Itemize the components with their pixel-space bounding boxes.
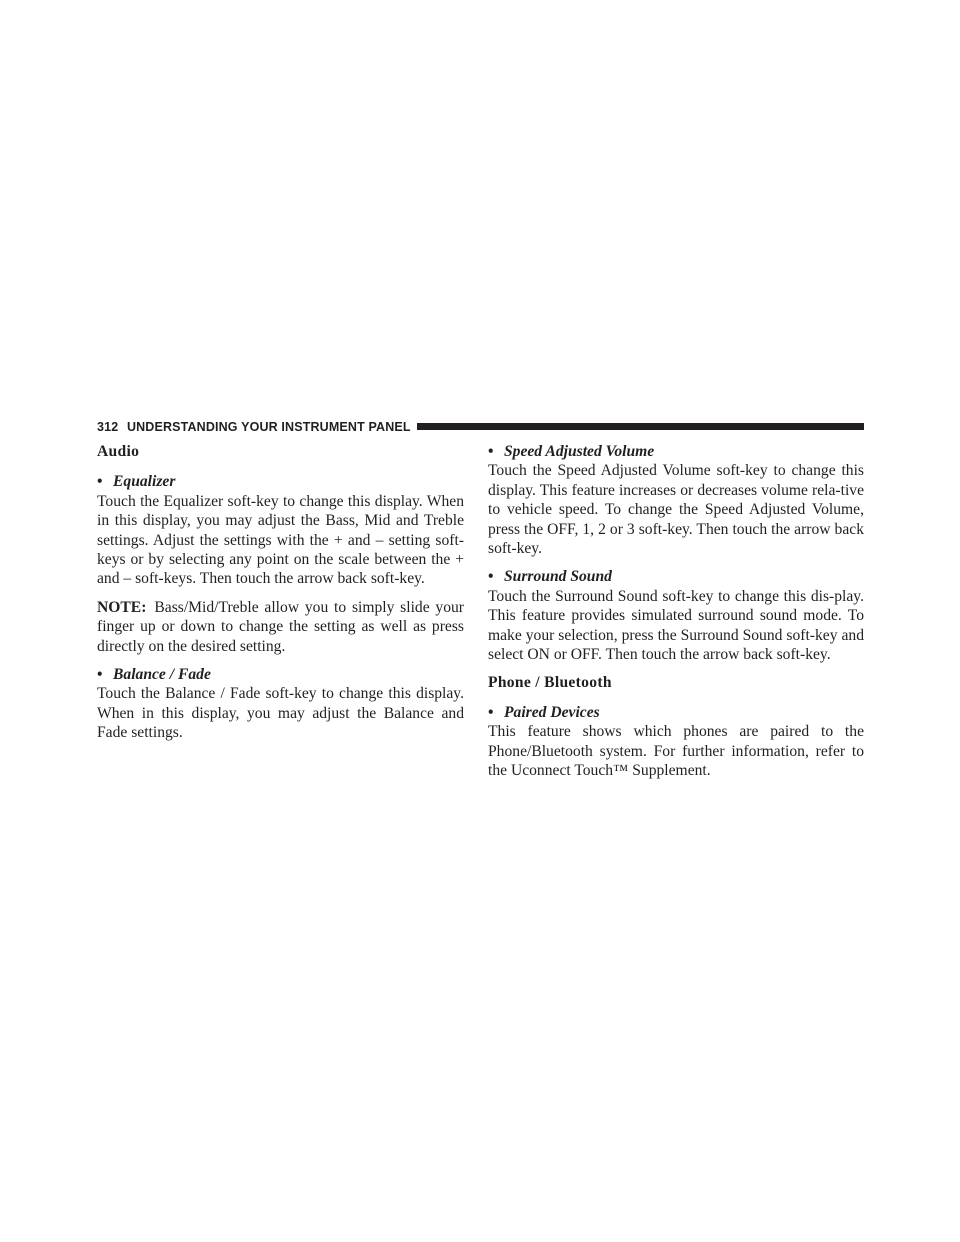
note-label: NOTE: bbox=[97, 598, 147, 616]
paired-devices-title: Paired Devices bbox=[504, 703, 600, 721]
left-column bbox=[97, 442, 464, 752]
header-rule bbox=[397, 423, 864, 430]
audio-heading: Audio bbox=[97, 443, 140, 460]
bullet-glyph: • bbox=[97, 666, 103, 684]
bullet-glyph: • bbox=[97, 473, 103, 491]
surround-sound-title: Surround Sound bbox=[504, 568, 612, 586]
bullet-glyph: • bbox=[488, 443, 494, 460]
balance-fade-bullet bbox=[97, 665, 464, 684]
section-title: UNDERSTANDING YOUR INSTRUMENT PANEL bbox=[126, 420, 411, 434]
equalizer-title: Equalizer bbox=[113, 473, 176, 491]
note-paragraph bbox=[97, 598, 464, 656]
note-body: Bass/Mid/Treble allow you to simply slide your finger up or down to change the setting as well as press directly on the desired setting. bbox=[97, 598, 464, 655]
surround-sound-bullet bbox=[488, 567, 864, 586]
speed-adjusted-volume-body: Touch the Speed Adjusted Volume soft-key to change this display. This feature increases or decreases volume rela-tive to vehicle speed. To change the Speed Adjusted Volume, press the OFF, 1, 2 or 3 soft-key. Then touch the arrow back soft-key. bbox=[488, 462, 864, 558]
speed-adjusted-volume-bullet bbox=[488, 442, 864, 461]
equalizer-body: Touch the Equalizer soft-key to change this display. When in this display, you may adjust the Bass, Mid and Treble settings. Adjust the settings with the + and – setting soft-keys or by selecting any point on the scale between the + and – soft-keys. Then touch the arrow back soft-key. bbox=[97, 492, 464, 588]
bullet-glyph: • bbox=[488, 568, 494, 586]
page-header bbox=[97, 419, 864, 435]
speed-adjusted-volume-title: Speed Adjusted Volume bbox=[504, 443, 655, 460]
paired-devices-bullet bbox=[488, 703, 864, 722]
right-column bbox=[488, 442, 864, 790]
page-number: 312 bbox=[97, 420, 119, 434]
header-text bbox=[97, 419, 417, 435]
bullet-glyph: • bbox=[488, 703, 494, 721]
surround-sound-body: Touch the Surround Sound soft-key to change this dis-play. This feature provides simulated surround sound mode. To make your selection, press the Surround Sound soft-key and select ON or OFF. Then touch the arrow back soft-key. bbox=[488, 587, 864, 664]
balance-fade-body: Touch the Balance / Fade soft-key to change this display. When in this display, you may adjust the Balance and Fade settings. bbox=[97, 685, 464, 742]
paired-devices-body: This feature shows which phones are paired to the Phone/Bluetooth system. For further information, refer to the Uconnect Touch™ Supplement. bbox=[488, 723, 864, 780]
balance-fade-title: Balance / Fade bbox=[113, 666, 211, 684]
equalizer-bullet bbox=[97, 472, 464, 491]
phone-bluetooth-heading: Phone / Bluetooth bbox=[488, 674, 612, 692]
